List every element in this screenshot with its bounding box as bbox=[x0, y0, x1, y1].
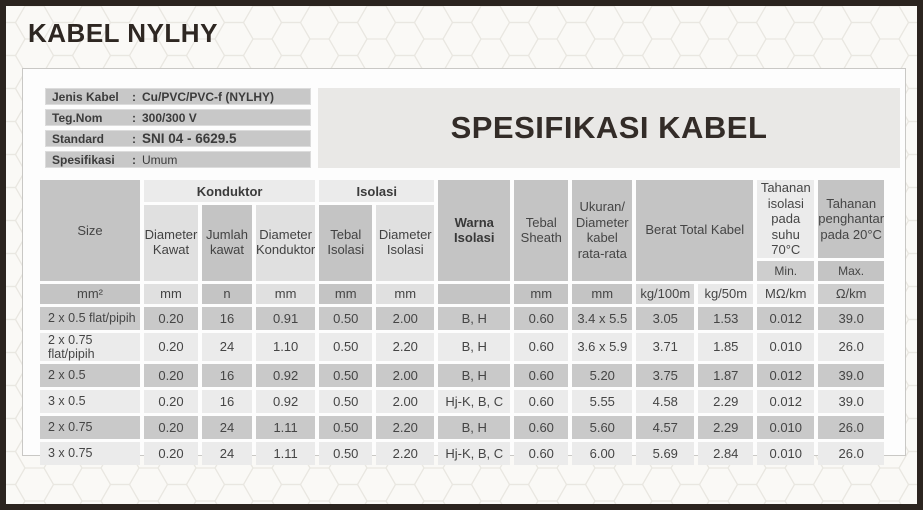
cell-size: 3 x 0.75 bbox=[40, 442, 140, 465]
table-header-row-groups bbox=[40, 180, 884, 202]
unit-tebal-sheath: mm bbox=[514, 284, 568, 304]
header-diameter-isolasi: Diameter Isolasi bbox=[376, 205, 434, 281]
cell-berat-100m: 5.69 bbox=[636, 442, 694, 465]
cell-size: 2 x 0.5 bbox=[40, 364, 140, 387]
cell-jumlah-kawat: 24 bbox=[202, 333, 252, 361]
cell-size: 3 x 0.5 bbox=[40, 390, 140, 413]
cell-berat-50m: 1.53 bbox=[698, 307, 753, 330]
cell-ukuran-diameter: 5.60 bbox=[572, 416, 632, 439]
unit-berat-50m: kg/50m bbox=[698, 284, 753, 304]
cell-size: 2 x 0.75 flat/pipih bbox=[40, 333, 140, 361]
specification-table bbox=[36, 177, 888, 468]
cell-ukuran-diameter: 5.20 bbox=[572, 364, 632, 387]
header-jumlah-kawat: Jumlah kawat bbox=[202, 205, 252, 281]
cell-warna-isolasi: Hj-K, B, C bbox=[438, 442, 510, 465]
info-row-standard bbox=[45, 130, 311, 147]
cell-diameter-konduktor: 1.11 bbox=[256, 442, 315, 465]
cell-jumlah-kawat: 16 bbox=[202, 364, 252, 387]
header-tebal-sheath: Tebal Sheath bbox=[514, 180, 568, 281]
header-group-konduktor: Konduktor bbox=[144, 180, 315, 202]
cell-tahanan-max: 26.0 bbox=[818, 442, 884, 465]
info-row-jenis-kabel bbox=[45, 88, 311, 105]
cell-tebal-isolasi: 0.50 bbox=[319, 364, 372, 387]
cell-berat-50m: 2.29 bbox=[698, 390, 753, 413]
cell-diameter-isolasi: 2.20 bbox=[376, 416, 434, 439]
cell-tahanan-max: 26.0 bbox=[818, 333, 884, 361]
cell-berat-50m: 2.29 bbox=[698, 416, 753, 439]
cell-diameter-konduktor: 1.11 bbox=[256, 416, 315, 439]
cell-berat-50m: 1.87 bbox=[698, 364, 753, 387]
unit-tahanan-min: MΩ/km bbox=[757, 284, 814, 304]
cell-berat-50m: 2.84 bbox=[698, 442, 753, 465]
spec-header-box bbox=[318, 88, 900, 168]
info-value: 300/300 V bbox=[142, 110, 197, 125]
cell-warna-isolasi: Hj-K, B, C bbox=[438, 390, 510, 413]
cell-diameter-kawat: 0.20 bbox=[144, 364, 198, 387]
table-row bbox=[40, 416, 884, 439]
info-separator: : bbox=[132, 152, 136, 167]
cell-tebal-isolasi: 0.50 bbox=[319, 416, 372, 439]
cell-diameter-kawat: 0.20 bbox=[144, 442, 198, 465]
unit-diameter-isolasi: mm bbox=[376, 284, 434, 304]
cell-warna-isolasi: B, H bbox=[438, 416, 510, 439]
cell-diameter-konduktor: 1.10 bbox=[256, 333, 315, 361]
cell-diameter-isolasi: 2.00 bbox=[376, 307, 434, 330]
cell-jumlah-kawat: 16 bbox=[202, 390, 252, 413]
header-tebal-isolasi: Tebal Isolasi bbox=[319, 205, 372, 281]
cell-diameter-isolasi: 2.00 bbox=[376, 364, 434, 387]
cell-jumlah-kawat: 24 bbox=[202, 416, 252, 439]
cell-tahanan-min: 0.010 bbox=[757, 442, 814, 465]
cell-tebal-isolasi: 0.50 bbox=[319, 442, 372, 465]
cell-berat-100m: 3.05 bbox=[636, 307, 694, 330]
unit-diameter-konduktor: mm bbox=[256, 284, 315, 304]
cell-tahanan-min: 0.010 bbox=[757, 333, 814, 361]
info-label: Spesifikasi bbox=[52, 152, 115, 167]
cell-ukuran-diameter: 3.4 x 5.5 bbox=[572, 307, 632, 330]
cell-tahanan-max: 39.0 bbox=[818, 364, 884, 387]
info-separator: : bbox=[132, 89, 136, 104]
cell-tahanan-min: 0.010 bbox=[757, 416, 814, 439]
header-group-berat-total: Berat Total Kabel bbox=[636, 180, 753, 281]
cell-size: 2 x 0.5 flat/pipih bbox=[40, 307, 140, 330]
cell-warna-isolasi: B, H bbox=[438, 333, 510, 361]
cell-tebal-sheath: 0.60 bbox=[514, 307, 568, 330]
cell-ukuran-diameter: 6.00 bbox=[572, 442, 632, 465]
content-panel bbox=[22, 68, 906, 461]
cell-ukuran-diameter: 5.55 bbox=[572, 390, 632, 413]
cell-berat-100m: 3.75 bbox=[636, 364, 694, 387]
info-value: Cu/PVC/PVC-f (NYLHY) bbox=[142, 89, 274, 104]
cell-diameter-konduktor: 0.91 bbox=[256, 307, 315, 330]
unit-warna-isolasi-empty bbox=[438, 284, 510, 304]
cell-tahanan-min: 0.012 bbox=[757, 364, 814, 387]
cell-warna-isolasi: B, H bbox=[438, 364, 510, 387]
header-max: Max. bbox=[818, 261, 884, 281]
cell-tebal-sheath: 0.60 bbox=[514, 390, 568, 413]
cable-info-box bbox=[45, 88, 311, 172]
cell-tahanan-max: 39.0 bbox=[818, 390, 884, 413]
cell-tahanan-max: 39.0 bbox=[818, 307, 884, 330]
header-size: Size bbox=[40, 180, 140, 281]
cell-diameter-kawat: 0.20 bbox=[144, 390, 198, 413]
cell-warna-isolasi: B, H bbox=[438, 307, 510, 330]
cell-tebal-isolasi: 0.50 bbox=[319, 307, 372, 330]
spec-title: SPESIFIKASI KABEL bbox=[450, 110, 768, 145]
unit-ukuran-diameter: mm bbox=[572, 284, 632, 304]
cell-tebal-sheath: 0.60 bbox=[514, 442, 568, 465]
info-separator: : bbox=[132, 131, 136, 146]
header-warna-isolasi: Warna Isolasi bbox=[438, 180, 510, 281]
unit-berat-100m: kg/100m bbox=[636, 284, 694, 304]
unit-jumlah-kawat: n bbox=[202, 284, 252, 304]
cell-ukuran-diameter: 3.6 x 5.9 bbox=[572, 333, 632, 361]
cell-berat-100m: 4.58 bbox=[636, 390, 694, 413]
info-row-spesifikasi bbox=[45, 151, 311, 168]
cell-size: 2 x 0.75 bbox=[40, 416, 140, 439]
cell-diameter-isolasi: 2.00 bbox=[376, 390, 434, 413]
cell-diameter-konduktor: 0.92 bbox=[256, 390, 315, 413]
cell-diameter-isolasi: 2.20 bbox=[376, 333, 434, 361]
cell-berat-100m: 4.57 bbox=[636, 416, 694, 439]
info-label: Teg.Nom bbox=[52, 110, 103, 125]
cell-diameter-konduktor: 0.92 bbox=[256, 364, 315, 387]
info-separator: : bbox=[132, 110, 136, 125]
table-row bbox=[40, 390, 884, 413]
unit-tebal-isolasi: mm bbox=[319, 284, 372, 304]
table-units-row bbox=[40, 284, 884, 304]
cell-jumlah-kawat: 16 bbox=[202, 307, 252, 330]
table-row bbox=[40, 442, 884, 465]
table-row bbox=[40, 333, 884, 361]
cell-tebal-isolasi: 0.50 bbox=[319, 390, 372, 413]
cell-jumlah-kawat: 24 bbox=[202, 442, 252, 465]
header-tahanan-isolasi: Tahanan isolasi pada suhu 70°C bbox=[757, 180, 814, 258]
cell-tahanan-min: 0.012 bbox=[757, 390, 814, 413]
cell-tebal-sheath: 0.60 bbox=[514, 364, 568, 387]
info-label: Jenis Kabel bbox=[52, 89, 119, 104]
unit-size: mm² bbox=[40, 284, 140, 304]
cell-berat-100m: 3.71 bbox=[636, 333, 694, 361]
header-diameter-kawat: Diameter Kawat bbox=[144, 205, 198, 281]
unit-tahanan-max: Ω/km bbox=[818, 284, 884, 304]
cell-diameter-isolasi: 2.20 bbox=[376, 442, 434, 465]
table-row bbox=[40, 307, 884, 330]
header-ukuran-diameter: Ukuran/ Diameter kabel rata-rata bbox=[572, 180, 632, 281]
cell-diameter-kawat: 0.20 bbox=[144, 333, 198, 361]
info-value: SNI 04 - 6629.5 bbox=[142, 131, 237, 146]
header-diameter-konduktor: Diameter Konduktor bbox=[256, 205, 315, 281]
table-row bbox=[40, 364, 884, 387]
cell-tebal-sheath: 0.60 bbox=[514, 416, 568, 439]
header-min: Min. bbox=[757, 261, 814, 281]
header-tahanan-penghantar: Tahanan penghantar pada 20°C bbox=[818, 180, 884, 258]
header-group-isolasi: Isolasi bbox=[319, 180, 434, 202]
cell-tahanan-min: 0.012 bbox=[757, 307, 814, 330]
cell-tebal-isolasi: 0.50 bbox=[319, 333, 372, 361]
cell-berat-50m: 1.85 bbox=[698, 333, 753, 361]
info-value: Umum bbox=[142, 152, 178, 167]
unit-diameter-kawat: mm bbox=[144, 284, 198, 304]
cell-diameter-kawat: 0.20 bbox=[144, 307, 198, 330]
cell-tebal-sheath: 0.60 bbox=[514, 333, 568, 361]
info-label: Standard bbox=[52, 131, 105, 146]
page-title: KABEL NYLHY bbox=[28, 18, 218, 48]
cell-tahanan-max: 26.0 bbox=[818, 416, 884, 439]
cell-diameter-kawat: 0.20 bbox=[144, 416, 198, 439]
info-row-teg-nom bbox=[45, 109, 311, 126]
